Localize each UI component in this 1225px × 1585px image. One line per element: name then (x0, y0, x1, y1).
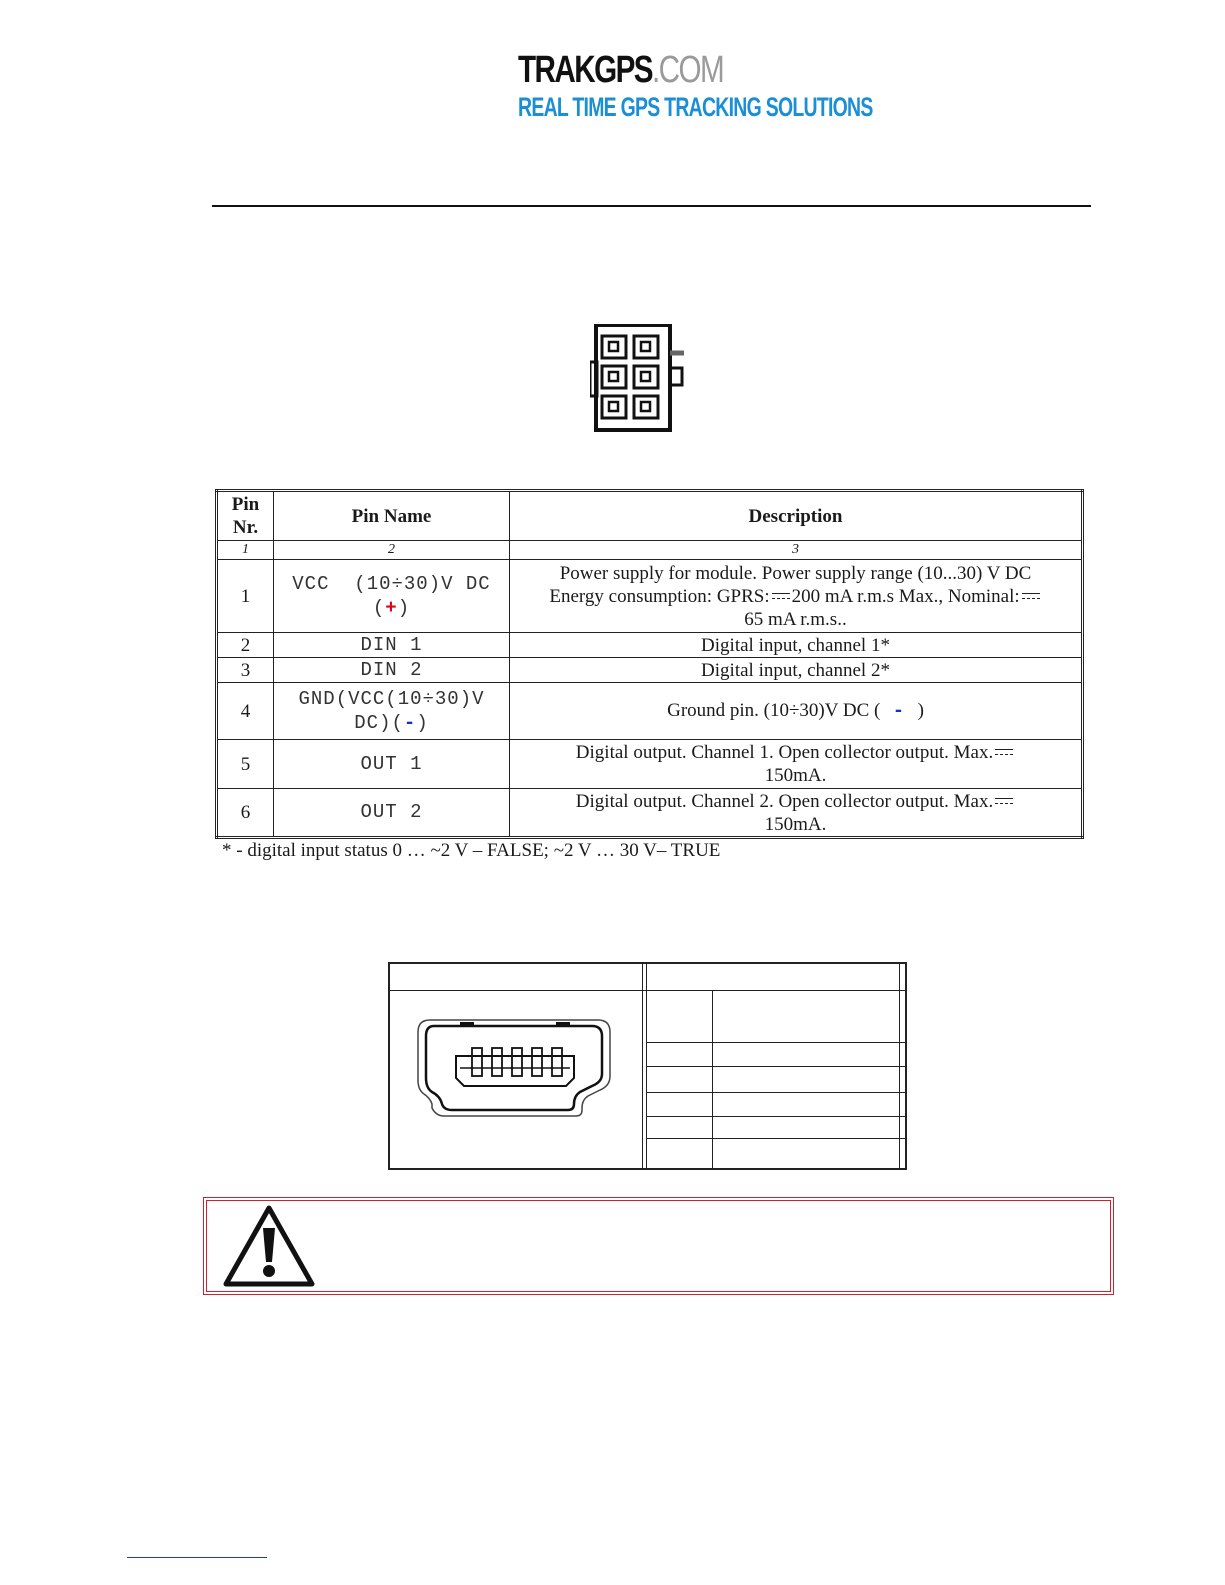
mini-usb-connector-icon (416, 1016, 616, 1120)
pin-name: DIN 2 (274, 658, 510, 683)
minus-sign: - (880, 700, 918, 722)
table-row (217, 633, 1083, 658)
header-pin-name: Pin Name (274, 491, 510, 541)
pin-name-text: VCC (10÷30)V DC (292, 573, 491, 595)
dc-symbol-icon (995, 749, 1013, 758)
usb-table-row-line (647, 1042, 905, 1043)
table-row (217, 658, 1083, 683)
table-row (217, 683, 1083, 740)
pin-name: OUT 2 (274, 789, 510, 838)
header-description: Description (510, 491, 1083, 541)
paren: ) (416, 712, 429, 734)
table-footnote: * - digital input status 0 … ~2 V – FALSE; ~2 V … 30 V– TRUE (222, 840, 721, 861)
desc-line: Digital output. Channel 1. Open collector output. Max. (575, 742, 994, 763)
logo-wordmark (518, 50, 768, 90)
pin-name (274, 683, 510, 740)
index-cell: 1 (217, 541, 274, 560)
desc-line: Energy consumption: GPRS: (549, 585, 770, 607)
pin-description (510, 560, 1083, 633)
molex-6pin-connector-icon (590, 324, 690, 434)
footer-link-underline[interactable] (127, 1557, 267, 1558)
desc-line: ) (917, 700, 924, 721)
table-index-row (217, 541, 1083, 560)
warning-box (203, 1197, 1114, 1295)
pin-number: 3 (217, 658, 274, 683)
paren: ) (397, 597, 411, 619)
desc-line: Ground pin. (10÷30)V DC ( (667, 700, 881, 721)
logo-brand: TRAKGPS (518, 49, 653, 91)
pin-name-text: DC) (354, 712, 392, 734)
header-pin-nr: Pin Nr. (217, 491, 274, 541)
desc-line: Digital output. Channel 2. Open collector output. Max. (575, 790, 994, 812)
desc-line: 65 mA r.m.s.. (744, 608, 847, 630)
plus-sign: + (385, 597, 398, 619)
desc-line: 150mA. (764, 765, 827, 786)
warning-triangle-icon (222, 1204, 316, 1290)
pin-description (510, 789, 1083, 838)
pin-description: Digital input, channel 1* (510, 633, 1083, 658)
table-row (217, 740, 1083, 789)
dc-symbol-icon (1022, 593, 1040, 602)
logo-tagline: REAL TIME GPS TRACKING SOLUTIONS (518, 92, 873, 122)
pin-name: DIN 1 (274, 633, 510, 658)
pin-description (510, 683, 1083, 740)
pin-name: OUT 1 (274, 740, 510, 789)
index-cell: 3 (510, 541, 1083, 560)
logo-domain: .COM (652, 49, 724, 91)
usb-table-header-line (390, 990, 905, 991)
minus-sign: - (403, 712, 417, 734)
pin-description (510, 740, 1083, 789)
pin-name-text: GND(VCC(10÷30)V (298, 688, 485, 710)
pinout-table (215, 489, 1084, 839)
table-row (217, 789, 1083, 838)
usb-table-row-line (647, 1116, 905, 1117)
dc-symbol-icon (995, 798, 1013, 807)
paren: ( (391, 712, 404, 734)
paren: ( (372, 597, 386, 619)
usb-pinout-table (388, 962, 907, 1170)
table-header-row (217, 491, 1083, 541)
dc-symbol-icon (772, 593, 790, 602)
usb-table-pin-column (712, 990, 713, 1170)
usb-table-row-line (647, 1138, 905, 1139)
pin-number: 2 (217, 633, 274, 658)
desc-line: 150mA. (764, 813, 827, 835)
usb-table-row-line (647, 1066, 905, 1067)
pin-number: 6 (217, 789, 274, 838)
desc-line: 200 mA r.m.s Max., Nominal: (791, 585, 1020, 607)
pin-name (274, 560, 510, 633)
pin-number: 1 (217, 560, 274, 633)
pin-description: Digital input, channel 2* (510, 658, 1083, 683)
pin-number: 4 (217, 683, 274, 740)
desc-line: Power supply for module. Power supply range (10...30) V DC (559, 562, 1032, 584)
pin-number: 5 (217, 740, 274, 789)
company-logo (518, 49, 873, 122)
usb-table-row-line (647, 1092, 905, 1093)
index-cell: 2 (274, 541, 510, 560)
table-row (217, 560, 1083, 633)
header-rule (212, 205, 1091, 207)
